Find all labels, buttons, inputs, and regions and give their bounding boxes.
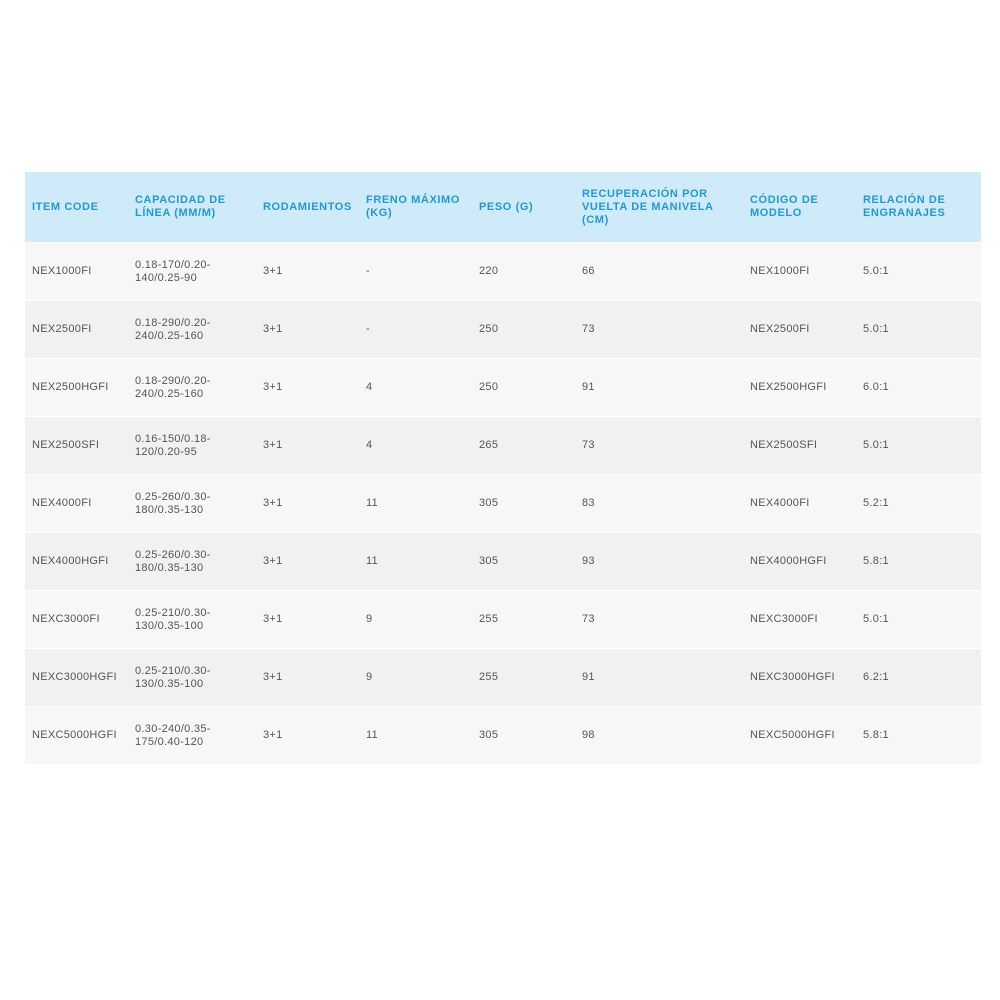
cell-max-drag: - xyxy=(359,300,472,358)
cell-model-code: NEX1000FI xyxy=(743,242,856,300)
header-bearings: RODAMIENTOS xyxy=(256,172,359,242)
cell-model-code: NEXC3000FI xyxy=(743,590,856,648)
cell-bearings: 3+1 xyxy=(256,358,359,416)
cell-bearings: 3+1 xyxy=(256,474,359,532)
cell-bearings: 3+1 xyxy=(256,532,359,590)
cell-model-code: NEX2500SFI xyxy=(743,416,856,474)
cell-retrieve-per-crank: 91 xyxy=(575,358,743,416)
cell-retrieve-per-crank: 91 xyxy=(575,648,743,706)
cell-retrieve-per-crank: 83 xyxy=(575,474,743,532)
table-body xyxy=(25,242,981,764)
cell-max-drag: 11 xyxy=(359,706,472,764)
cell-gear-ratio: 6.0:1 xyxy=(856,358,981,416)
cell-item-code: NEXC5000HGFI xyxy=(25,706,128,764)
cell-line-capacity: 0.18-290/0.20-240/0.25-160 xyxy=(128,300,256,358)
cell-gear-ratio: 5.0:1 xyxy=(856,416,981,474)
cell-weight: 220 xyxy=(472,242,575,300)
cell-line-capacity: 0.18-170/0.20-140/0.25-90 xyxy=(128,242,256,300)
cell-gear-ratio: 5.8:1 xyxy=(856,706,981,764)
cell-model-code: NEX2500HGFI xyxy=(743,358,856,416)
cell-max-drag: 9 xyxy=(359,590,472,648)
cell-model-code: NEXC5000HGFI xyxy=(743,706,856,764)
header-item-code: ITEM CODE xyxy=(25,172,128,242)
cell-line-capacity: 0.25-260/0.30-180/0.35-130 xyxy=(128,474,256,532)
cell-item-code: NEX2500SFI xyxy=(25,416,128,474)
table-row xyxy=(25,648,981,706)
cell-model-code: NEXC3000HGFI xyxy=(743,648,856,706)
table-row xyxy=(25,532,981,590)
cell-weight: 265 xyxy=(472,416,575,474)
cell-bearings: 3+1 xyxy=(256,648,359,706)
header-retrieve-per-crank: RECUPERACIÓN POR VUELTA DE MANIVELA (CM) xyxy=(575,172,743,242)
cell-line-capacity: 0.16-150/0.18-120/0.20-95 xyxy=(128,416,256,474)
cell-line-capacity: 0.25-260/0.30-180/0.35-130 xyxy=(128,532,256,590)
cell-item-code: NEX1000FI xyxy=(25,242,128,300)
cell-retrieve-per-crank: 98 xyxy=(575,706,743,764)
table-row xyxy=(25,416,981,474)
table-row xyxy=(25,474,981,532)
cell-model-code: NEX4000FI xyxy=(743,474,856,532)
cell-bearings: 3+1 xyxy=(256,706,359,764)
header-weight: PESO (G) xyxy=(472,172,575,242)
cell-gear-ratio: 5.2:1 xyxy=(856,474,981,532)
cell-item-code: NEX2500HGFI xyxy=(25,358,128,416)
cell-gear-ratio: 6.2:1 xyxy=(856,648,981,706)
cell-model-code: NEX4000HGFI xyxy=(743,532,856,590)
cell-model-code: NEX2500FI xyxy=(743,300,856,358)
cell-weight: 305 xyxy=(472,706,575,764)
cell-line-capacity: 0.30-240/0.35-175/0.40-120 xyxy=(128,706,256,764)
cell-gear-ratio: 5.8:1 xyxy=(856,532,981,590)
table-row xyxy=(25,300,981,358)
cell-weight: 305 xyxy=(472,474,575,532)
header-line-capacity: CAPACIDAD DE LÍNEA (MM/M) xyxy=(128,172,256,242)
header-gear-ratio: RELACIÓN DE ENGRANAJES xyxy=(856,172,981,242)
header-max-drag: FRENO MÁXIMO (KG) xyxy=(359,172,472,242)
cell-gear-ratio: 5.0:1 xyxy=(856,242,981,300)
cell-item-code: NEX4000HGFI xyxy=(25,532,128,590)
table-row xyxy=(25,706,981,764)
cell-bearings: 3+1 xyxy=(256,416,359,474)
cell-item-code: NEXC3000FI xyxy=(25,590,128,648)
cell-bearings: 3+1 xyxy=(256,242,359,300)
cell-item-code: NEX4000FI xyxy=(25,474,128,532)
cell-gear-ratio: 5.0:1 xyxy=(856,300,981,358)
cell-weight: 255 xyxy=(472,590,575,648)
cell-retrieve-per-crank: 73 xyxy=(575,590,743,648)
cell-retrieve-per-crank: 66 xyxy=(575,242,743,300)
cell-retrieve-per-crank: 93 xyxy=(575,532,743,590)
cell-bearings: 3+1 xyxy=(256,590,359,648)
cell-gear-ratio: 5.0:1 xyxy=(856,590,981,648)
cell-line-capacity: 0.25-210/0.30-130/0.35-100 xyxy=(128,648,256,706)
cell-max-drag: 11 xyxy=(359,532,472,590)
cell-weight: 250 xyxy=(472,358,575,416)
table-row xyxy=(25,242,981,300)
cell-max-drag: 11 xyxy=(359,474,472,532)
cell-item-code: NEXC3000HGFI xyxy=(25,648,128,706)
cell-weight: 255 xyxy=(472,648,575,706)
cell-retrieve-per-crank: 73 xyxy=(575,300,743,358)
cell-retrieve-per-crank: 73 xyxy=(575,416,743,474)
cell-item-code: NEX2500FI xyxy=(25,300,128,358)
cell-max-drag: 4 xyxy=(359,416,472,474)
header-model-code: CÓDIGO DE MODELO xyxy=(743,172,856,242)
cell-weight: 305 xyxy=(472,532,575,590)
table-row xyxy=(25,358,981,416)
cell-bearings: 3+1 xyxy=(256,300,359,358)
cell-line-capacity: 0.18-290/0.20-240/0.25-160 xyxy=(128,358,256,416)
cell-max-drag: - xyxy=(359,242,472,300)
cell-max-drag: 9 xyxy=(359,648,472,706)
specifications-table xyxy=(25,172,981,764)
cell-line-capacity: 0.25-210/0.30-130/0.35-100 xyxy=(128,590,256,648)
table-row xyxy=(25,590,981,648)
cell-max-drag: 4 xyxy=(359,358,472,416)
table-header xyxy=(25,172,981,242)
header-row xyxy=(25,172,981,242)
cell-weight: 250 xyxy=(472,300,575,358)
